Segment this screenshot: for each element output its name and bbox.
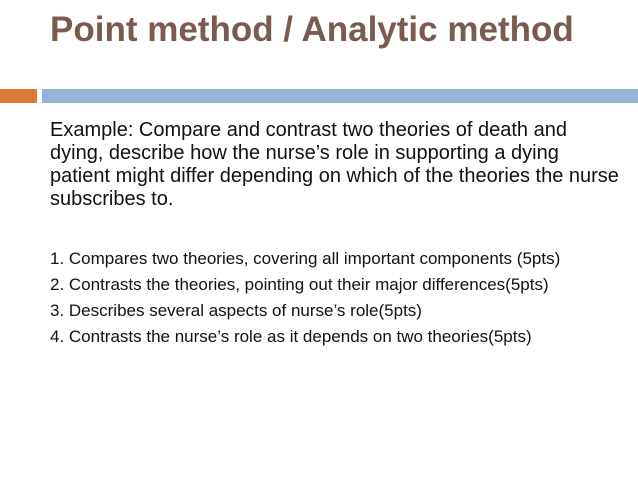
criteria-item: 4. Contrasts the nurse’s role as it depends on two theories(5pts) bbox=[50, 327, 532, 346]
title-divider-bar bbox=[42, 89, 638, 103]
title-accent-bar bbox=[0, 89, 37, 103]
criteria-item: 3. Describes several aspects of nurse’s role(5pts) bbox=[50, 301, 422, 320]
slide-title: Point method / Analytic method bbox=[50, 10, 574, 49]
criteria-list bbox=[50, 249, 610, 353]
example-paragraph: Example: Compare and contrast two theories of death and dying, describe how the nurse’s role in supporting a dying patient might differ depending on which of the theories the nurse subscribes to. bbox=[50, 119, 619, 210]
criteria-item: 1. Compares two theories, covering all important components (5pts) bbox=[50, 249, 561, 268]
criteria-item: 2. Contrasts the theories, pointing out their major differences(5pts) bbox=[50, 275, 549, 294]
